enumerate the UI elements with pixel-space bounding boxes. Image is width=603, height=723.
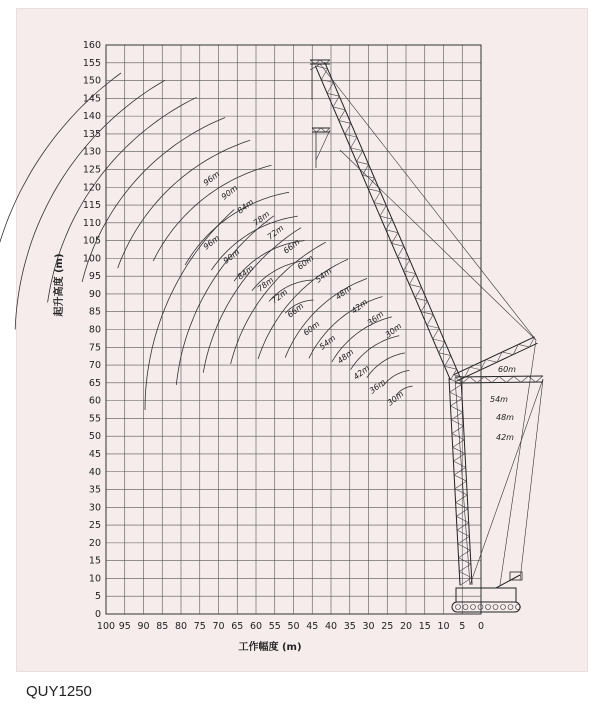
jib-head-lower bbox=[321, 128, 326, 132]
fly-jib bbox=[315, 66, 327, 69]
track-roller bbox=[501, 605, 506, 610]
fly-jib bbox=[421, 312, 433, 315]
fly-jib bbox=[321, 69, 327, 80]
main-boom bbox=[456, 495, 468, 503]
arc-label-lower: 90m bbox=[221, 247, 242, 266]
mast-strut bbox=[454, 337, 535, 375]
main-boom bbox=[458, 544, 470, 550]
rear-strut bbox=[470, 377, 477, 383]
fly-jib bbox=[356, 151, 362, 162]
fly-jib bbox=[433, 328, 439, 339]
y-tick-label: 110 bbox=[82, 217, 101, 229]
main-boom bbox=[450, 406, 462, 412]
arc-label-upper: 60m bbox=[295, 253, 316, 272]
main-boom-label: 60m bbox=[498, 365, 516, 374]
main-boom bbox=[457, 530, 469, 536]
fly-jib bbox=[356, 162, 368, 165]
jib-head-lower bbox=[312, 128, 317, 132]
range-arc-lower bbox=[145, 209, 234, 410]
y-tick-label: 80 bbox=[88, 324, 101, 336]
main-boom bbox=[453, 447, 465, 453]
x-tick-label: 100 bbox=[96, 621, 116, 632]
pendant-line bbox=[320, 64, 536, 340]
x-axis-title: 工作幅度 (m) bbox=[238, 642, 302, 653]
range-arc-upper bbox=[0, 73, 121, 363]
mast-strut bbox=[518, 344, 529, 347]
arc-label-lower: 84m bbox=[235, 263, 256, 282]
jib-head-upper bbox=[315, 60, 320, 64]
fly-jib bbox=[403, 260, 409, 271]
y-tick-label: 45 bbox=[88, 448, 101, 460]
y-tick-label: 105 bbox=[82, 235, 101, 247]
x-tick-label: 15 bbox=[418, 621, 431, 632]
jib-head-upper bbox=[325, 60, 330, 64]
fly-jib bbox=[368, 189, 380, 192]
main-boom bbox=[454, 467, 466, 475]
y-tick-label: 130 bbox=[82, 146, 101, 158]
main-boom bbox=[454, 475, 466, 481]
main-boom bbox=[459, 550, 471, 558]
main-boom bbox=[459, 572, 471, 578]
x-tick-label: 70 bbox=[212, 621, 225, 632]
fly-jib bbox=[345, 134, 357, 137]
arc-label-upper: 96m bbox=[201, 169, 222, 188]
fly-jib bbox=[321, 80, 333, 83]
y-tick-label: 160 bbox=[82, 40, 101, 51]
crane-drawing bbox=[310, 60, 543, 612]
y-tick-label: 70 bbox=[88, 360, 101, 372]
rear-strut bbox=[499, 377, 506, 383]
fly-jib bbox=[333, 107, 345, 110]
arc-label-upper: 30m bbox=[383, 321, 404, 340]
track-roller bbox=[486, 605, 491, 610]
main-boom-label: 42m bbox=[496, 433, 514, 442]
x-tick-label: 90 bbox=[137, 621, 150, 632]
fly-jib bbox=[427, 325, 439, 328]
y-tick-label: 0 bbox=[94, 609, 101, 620]
arc-label-lower: 60m bbox=[301, 319, 322, 338]
pendant-line bbox=[520, 379, 543, 580]
x-tick-label: 10 bbox=[437, 621, 450, 632]
counterweight-arm bbox=[496, 575, 520, 588]
y-axis-title: 起升高度 (m) bbox=[54, 253, 65, 317]
fly-jib bbox=[403, 271, 415, 274]
mast-strut bbox=[470, 367, 481, 370]
y-tick-label: 30 bbox=[88, 502, 101, 514]
fly-jib bbox=[333, 96, 339, 107]
range-arc-upper bbox=[118, 140, 250, 268]
y-tick-label: 85 bbox=[88, 306, 101, 318]
rear-strut bbox=[536, 376, 543, 382]
y-tick-label: 65 bbox=[88, 377, 101, 389]
y-tick-label: 5 bbox=[94, 591, 101, 603]
arc-label-upper: 36m bbox=[365, 309, 386, 328]
fly-jib bbox=[327, 93, 339, 96]
fly-jib bbox=[386, 219, 392, 230]
fly-jib bbox=[392, 243, 404, 246]
y-tick-label: 125 bbox=[82, 164, 101, 176]
fly-jib bbox=[421, 301, 427, 312]
rear-strut bbox=[521, 376, 528, 382]
arc-label-upper: 66m bbox=[281, 237, 302, 256]
y-tick-label: 35 bbox=[88, 484, 101, 496]
main-boom-label: 48m bbox=[496, 413, 514, 422]
fly-jib bbox=[339, 110, 345, 121]
y-tick-label: 95 bbox=[88, 271, 101, 283]
y-tick-label: 90 bbox=[88, 288, 101, 300]
x-tick-label: 20 bbox=[399, 621, 413, 632]
x-axis-ticks bbox=[97, 621, 484, 632]
arc-label-lower: 42m bbox=[351, 363, 372, 382]
x-tick-label: 45 bbox=[306, 621, 319, 632]
fly-jib bbox=[380, 216, 392, 219]
fly-jib bbox=[380, 205, 386, 216]
y-tick-label: 140 bbox=[82, 111, 101, 123]
y-tick-label: 115 bbox=[82, 200, 101, 212]
arc-label-upper: 42m bbox=[349, 297, 370, 316]
rear-strut bbox=[528, 376, 535, 382]
arc-label-upper: 48m bbox=[333, 283, 354, 302]
fly-jib bbox=[398, 246, 404, 257]
arc-label-upper: 84m bbox=[235, 197, 256, 216]
main-boom bbox=[455, 481, 467, 489]
arc-label-upper: 90m bbox=[219, 183, 240, 202]
y-tick-label: 135 bbox=[82, 128, 101, 140]
fly-jib bbox=[351, 137, 357, 148]
arc-label-lower: 96m bbox=[201, 233, 222, 252]
arc-label-upper: 54m bbox=[313, 266, 334, 285]
y-tick-label: 40 bbox=[88, 466, 101, 478]
track-roller bbox=[493, 605, 498, 610]
fly-jib bbox=[409, 274, 415, 285]
range-arc-lower bbox=[176, 216, 274, 385]
fly-jib bbox=[415, 298, 427, 301]
x-tick-label: 85 bbox=[156, 621, 169, 632]
fly-jib bbox=[386, 230, 398, 233]
fly-jib bbox=[415, 287, 421, 298]
y-tick-label: 100 bbox=[82, 253, 101, 265]
track-roller bbox=[508, 605, 513, 610]
fly-jib bbox=[445, 366, 457, 369]
track-roller bbox=[456, 605, 461, 610]
main-boom bbox=[449, 378, 460, 585]
y-tick-label: 75 bbox=[88, 342, 101, 354]
y-tick-label: 120 bbox=[82, 182, 101, 194]
x-tick-label: 25 bbox=[381, 621, 394, 632]
rear-strut bbox=[514, 376, 521, 382]
main-boom bbox=[451, 420, 463, 426]
y-tick-label: 15 bbox=[88, 555, 101, 567]
main-boom-label: 54m bbox=[490, 395, 508, 404]
track-roller bbox=[463, 605, 468, 610]
x-tick-label: 55 bbox=[268, 621, 281, 632]
fly-jib bbox=[409, 284, 421, 287]
x-tick-label: 75 bbox=[193, 621, 206, 632]
arc-label-lower: 78m bbox=[255, 275, 276, 294]
jib-head-upper bbox=[320, 60, 325, 64]
fly-jib bbox=[351, 148, 363, 151]
mast-strut bbox=[486, 360, 497, 363]
y-tick-label: 25 bbox=[88, 520, 101, 532]
x-tick-label: 65 bbox=[231, 621, 244, 632]
x-tick-label: 5 bbox=[459, 621, 466, 632]
y-tick-label: 10 bbox=[88, 573, 101, 585]
pendant-line bbox=[316, 130, 330, 160]
main-boom bbox=[457, 523, 469, 531]
fly-jib bbox=[362, 164, 368, 175]
range-arc-upper bbox=[82, 118, 225, 282]
fly-jib bbox=[445, 356, 451, 367]
range-arc-lower bbox=[351, 336, 400, 370]
main-boom bbox=[453, 461, 465, 467]
y-tick-label: 50 bbox=[88, 431, 101, 443]
arc-label-lower: 54m bbox=[317, 333, 338, 352]
main-boom bbox=[453, 454, 465, 462]
arc-label-lower: 66m bbox=[285, 301, 306, 320]
main-boom bbox=[456, 503, 468, 509]
main-boom bbox=[452, 426, 464, 434]
fly-jib bbox=[374, 192, 380, 203]
model-caption: QUY1250 bbox=[26, 683, 92, 700]
x-tick-label: 95 bbox=[118, 621, 131, 632]
rear-strut bbox=[506, 376, 513, 382]
x-tick-label: 40 bbox=[324, 621, 338, 632]
fly-jib bbox=[339, 121, 351, 124]
arc-label-lower: 36m bbox=[367, 377, 388, 396]
fly-jib bbox=[427, 315, 433, 326]
y-tick-label: 20 bbox=[88, 537, 101, 549]
x-tick-label: 80 bbox=[174, 621, 188, 632]
arc-labels bbox=[202, 169, 516, 442]
arc-label-upper: 72m bbox=[265, 223, 286, 242]
x-tick-label: 30 bbox=[362, 621, 375, 632]
y-tick-label: 150 bbox=[82, 75, 101, 87]
mast-strut bbox=[502, 352, 513, 355]
crawler-body bbox=[456, 588, 516, 602]
arc-label-lower: 72m bbox=[269, 287, 290, 306]
x-tick-label: 50 bbox=[287, 621, 300, 632]
fly-jib bbox=[433, 339, 445, 342]
fly-jib bbox=[439, 353, 451, 356]
rear-strut bbox=[484, 377, 491, 383]
fly-jib bbox=[392, 233, 398, 244]
y-tick-label: 155 bbox=[82, 57, 101, 69]
x-tick-label: 0 bbox=[477, 621, 485, 632]
y-tick-label: 145 bbox=[82, 93, 101, 105]
range-arc-upper bbox=[48, 97, 197, 302]
fly-jib bbox=[327, 83, 333, 94]
arc-label-upper: 78m bbox=[251, 209, 272, 228]
arc-label-lower: 48m bbox=[335, 347, 356, 366]
arc-label-lower: 30m bbox=[385, 389, 406, 408]
jib-head-lower bbox=[317, 128, 322, 132]
track-roller bbox=[471, 605, 476, 610]
y-axis-ticks bbox=[83, 40, 101, 620]
y-tick-label: 55 bbox=[88, 413, 101, 425]
y-tick-label: 60 bbox=[88, 395, 101, 407]
x-tick-label: 35 bbox=[343, 621, 356, 632]
rear-strut bbox=[492, 377, 499, 383]
fly-jib bbox=[345, 123, 351, 134]
x-tick-label: 60 bbox=[249, 621, 263, 632]
chart-grid bbox=[106, 45, 481, 614]
